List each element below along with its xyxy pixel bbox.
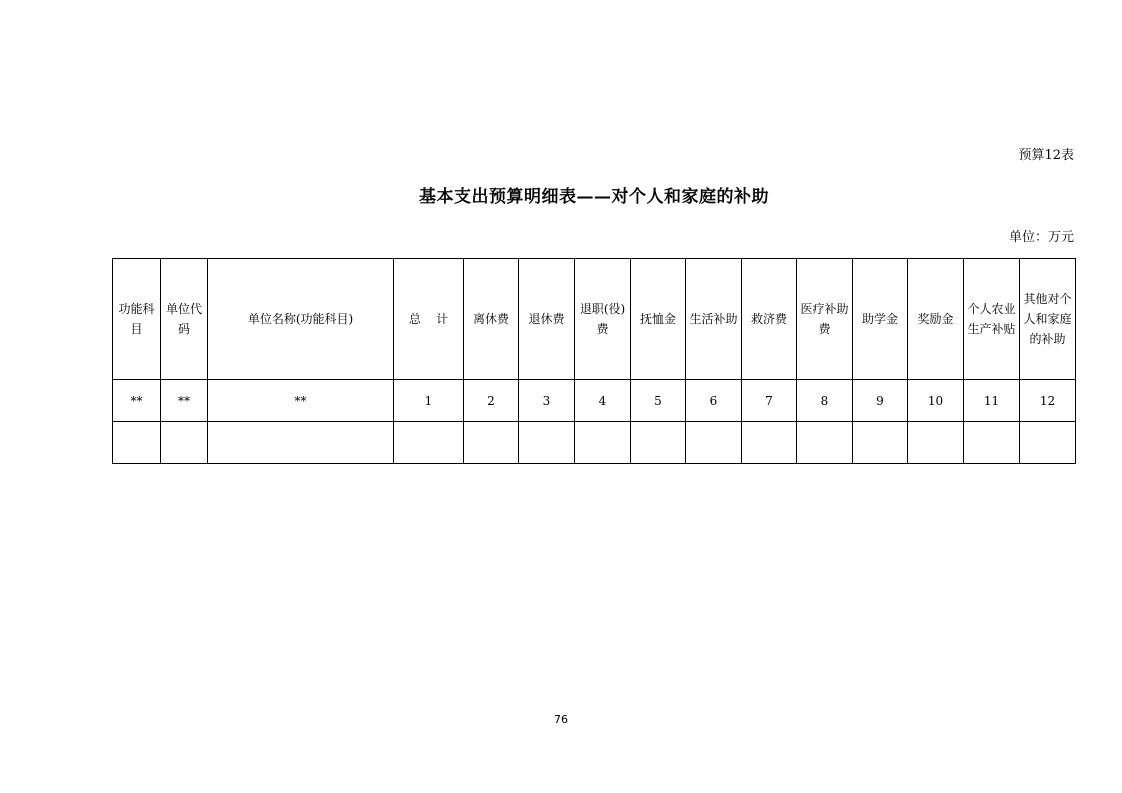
header-cell-retirement-fee-tuixiu (519, 259, 575, 380)
table-cell: 5 (631, 380, 686, 422)
table-cell (464, 422, 519, 464)
table-cell (394, 422, 464, 464)
table-cell: 11 (964, 380, 1020, 422)
page-number: 76 (554, 713, 568, 726)
table-cell (742, 422, 797, 464)
header-label: 单位代码 (165, 302, 202, 336)
table-cell: 1 (394, 380, 464, 422)
table-cell (631, 422, 686, 464)
table-cell: 9 (853, 380, 908, 422)
table-cell: 8 (797, 380, 853, 422)
table-empty-row (113, 422, 1076, 464)
table-cell (208, 422, 394, 464)
table-cell: 4 (575, 380, 631, 422)
table-cell: 12 (1020, 380, 1076, 422)
table-cell (908, 422, 964, 464)
header-cell-retirement-fee-lixiu (464, 259, 519, 380)
header-cell-scholarship (853, 259, 908, 380)
table-cell: ** (161, 380, 208, 422)
table-cell (686, 422, 742, 464)
table-cell: ** (113, 380, 161, 422)
header-cell-resignation-fee (575, 259, 631, 380)
header-label: 退休费 (528, 312, 565, 326)
header-label: 救济费 (750, 312, 787, 326)
table-cell (113, 422, 161, 464)
table-cell (575, 422, 631, 464)
header-label: 离休费 (472, 312, 509, 326)
table-cell (1020, 422, 1076, 464)
header-cell-agricultural-subsidy (964, 259, 1020, 380)
header-cell-other-subsidy (1020, 259, 1076, 380)
header-cell-living-subsidy (686, 259, 742, 380)
header-cell-medical-subsidy (797, 259, 853, 380)
table-cell (964, 422, 1020, 464)
header-label: 退职(役)费 (579, 302, 626, 336)
header-label: 医疗补助费 (800, 302, 849, 336)
header-label: 奖励金 (917, 312, 954, 326)
budget-table (112, 258, 1076, 464)
table-cell: 7 (742, 380, 797, 422)
header-cell-relief-fee (742, 259, 797, 380)
header-label: 单位名称(功能科目) (247, 312, 354, 326)
header-cell-unit-code (161, 259, 208, 380)
table-cell (797, 422, 853, 464)
table-cell (853, 422, 908, 464)
page-title: 基本支出预算明细表——对个人和家庭的补助 (419, 187, 769, 207)
header-cell-pension (631, 259, 686, 380)
header-cell-bonus (908, 259, 964, 380)
table-header-row (113, 259, 1076, 380)
header-cell-function-subject (113, 259, 161, 380)
table-cell (519, 422, 575, 464)
header-label: 功能科目 (118, 302, 155, 336)
table-cell: 2 (464, 380, 519, 422)
table-cell: 3 (519, 380, 575, 422)
table-cell: 10 (908, 380, 964, 422)
header-cell-unit-name (208, 259, 394, 380)
header-label: 助学金 (861, 312, 898, 326)
table-number-label: 预算12表 (1018, 148, 1074, 163)
header-label: 总 计 (408, 312, 449, 326)
unit-label: 单位：万元 (1008, 230, 1074, 245)
table-index-row (113, 380, 1076, 422)
table-cell (161, 422, 208, 464)
header-cell-total (394, 259, 464, 380)
header-label: 抚恤金 (639, 312, 676, 326)
table-cell: 6 (686, 380, 742, 422)
header-label: 个人农业生产补贴 (967, 302, 1016, 336)
table-cell: ** (208, 380, 394, 422)
header-label: 生活补助 (689, 312, 738, 326)
header-label: 其他对个人和家庭的补助 (1023, 292, 1072, 346)
